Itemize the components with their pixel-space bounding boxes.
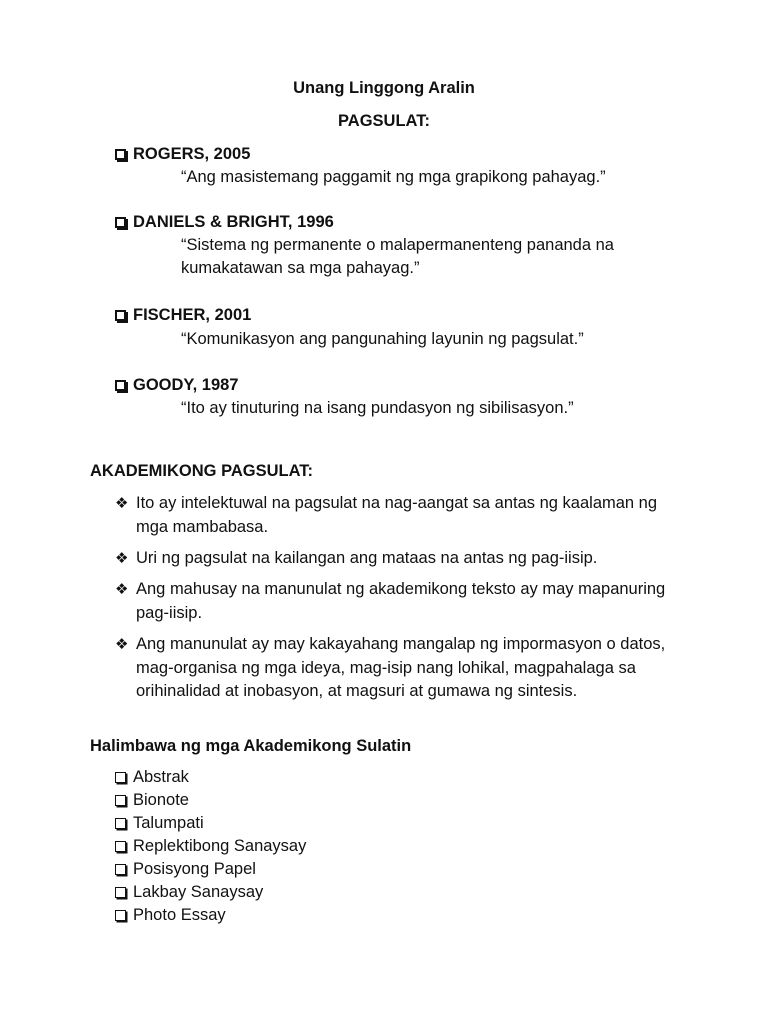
checkbox-icon <box>115 310 126 321</box>
page-title: Unang Linggong Aralin <box>293 79 475 97</box>
definition-quote: “Ito ay tinuturing na isang pundasyon ng sibilisasyon.” <box>181 399 574 417</box>
section-heading: AKADEMIKONG PAGSULAT: <box>90 462 314 480</box>
list-item: Abstrak <box>115 766 306 789</box>
checkbox-icon <box>115 910 126 921</box>
page-subtitle: PAGSULAT: <box>338 112 430 130</box>
definition-head: ROGERS, 2005 <box>115 143 250 166</box>
checkbox-icon <box>115 795 126 806</box>
section-heading: Halimbawa ng mga Akademikong Sulatin <box>90 737 412 755</box>
diamond-bullet-icon: ❖ <box>115 494 129 512</box>
definition-head: DANIELS & BRIGHT, 1996 <box>115 211 334 234</box>
checkbox-icon <box>115 841 126 852</box>
checkbox-icon <box>115 887 126 898</box>
list-item: Talumpati <box>115 812 306 835</box>
definition-head: FISCHER, 2001 <box>115 304 251 327</box>
list-item: Bionote <box>115 789 306 812</box>
definition-quote: “Sistema ng permanente o malapermanenteng pananda na kumakatawan sa mga pahayag.” <box>181 236 614 277</box>
definition-head: GOODY, 1987 <box>115 374 238 397</box>
definition-quote: “Ang masistemang paggamit ng mga grapikong pahayag.” <box>181 168 606 186</box>
list-item: Replektibong Sanaysay <box>115 835 306 858</box>
definition-quote: “Komunikasyon ang pangunahing layunin ng pagsulat.” <box>181 330 584 348</box>
checkbox-icon <box>115 380 126 391</box>
checkbox-icon <box>115 818 126 829</box>
checkbox-icon <box>115 217 126 228</box>
list-item: Photo Essay <box>115 904 306 927</box>
checkbox-icon <box>115 772 126 783</box>
checkbox-icon <box>115 864 126 875</box>
document-page: Unang Linggong Aralin PAGSULAT: ROGERS, 2005 “Ang masistemang paggamit ng mga grapikong pahayag.” DANIELS & BRIGHT, 1996 “Sistema ng permanente o malapermanenteng pananda na kumakatawan sa mga pahayag.” FISCHER, 2001 “Komunikasyon ang pangunahing layunin ng pagsulat.” GOODY, 1987 “Ito ay tinuturing na isang pundasyon ng sibilisasyon.” AKADEMIKONG PAGSULAT: ❖ Ito ay intelektuwal na pagsulat na nag-aangat sa antas ng kaalaman ng mga mambabasa. ❖ Uri ng pagsulat na kailangan ang mataas na antas ng pag-iisip. ❖ Ang mahusay na manunulat ng akademikong teksto ay may mapanuring pag-iisip. ❖ Ang manunulat ay may kakayahang mangalap ng impormasyon o datos, mag-organisa ng mga ideya, mag-isip nang lohikal, magpahalaga sa orihinalidad at inobasyon, at magsuri at gumawa ng sintesis. Halimbawa ng mga Akademikong Sulatin Abstrak Bionote Talumpati Replektibong Sanaysay Posisyong Papel Lakbay Sanaysay Photo Essay <box>0 0 768 1024</box>
diamond-bullet-icon: ❖ <box>115 549 129 567</box>
example-list <box>115 766 306 927</box>
diamond-bullet-icon: ❖ <box>115 580 129 598</box>
list-item: Lakbay Sanaysay <box>115 881 306 904</box>
list-item: Posisyong Papel <box>115 858 306 881</box>
checkbox-icon <box>115 149 126 160</box>
diamond-bullet-icon: ❖ <box>115 635 129 653</box>
